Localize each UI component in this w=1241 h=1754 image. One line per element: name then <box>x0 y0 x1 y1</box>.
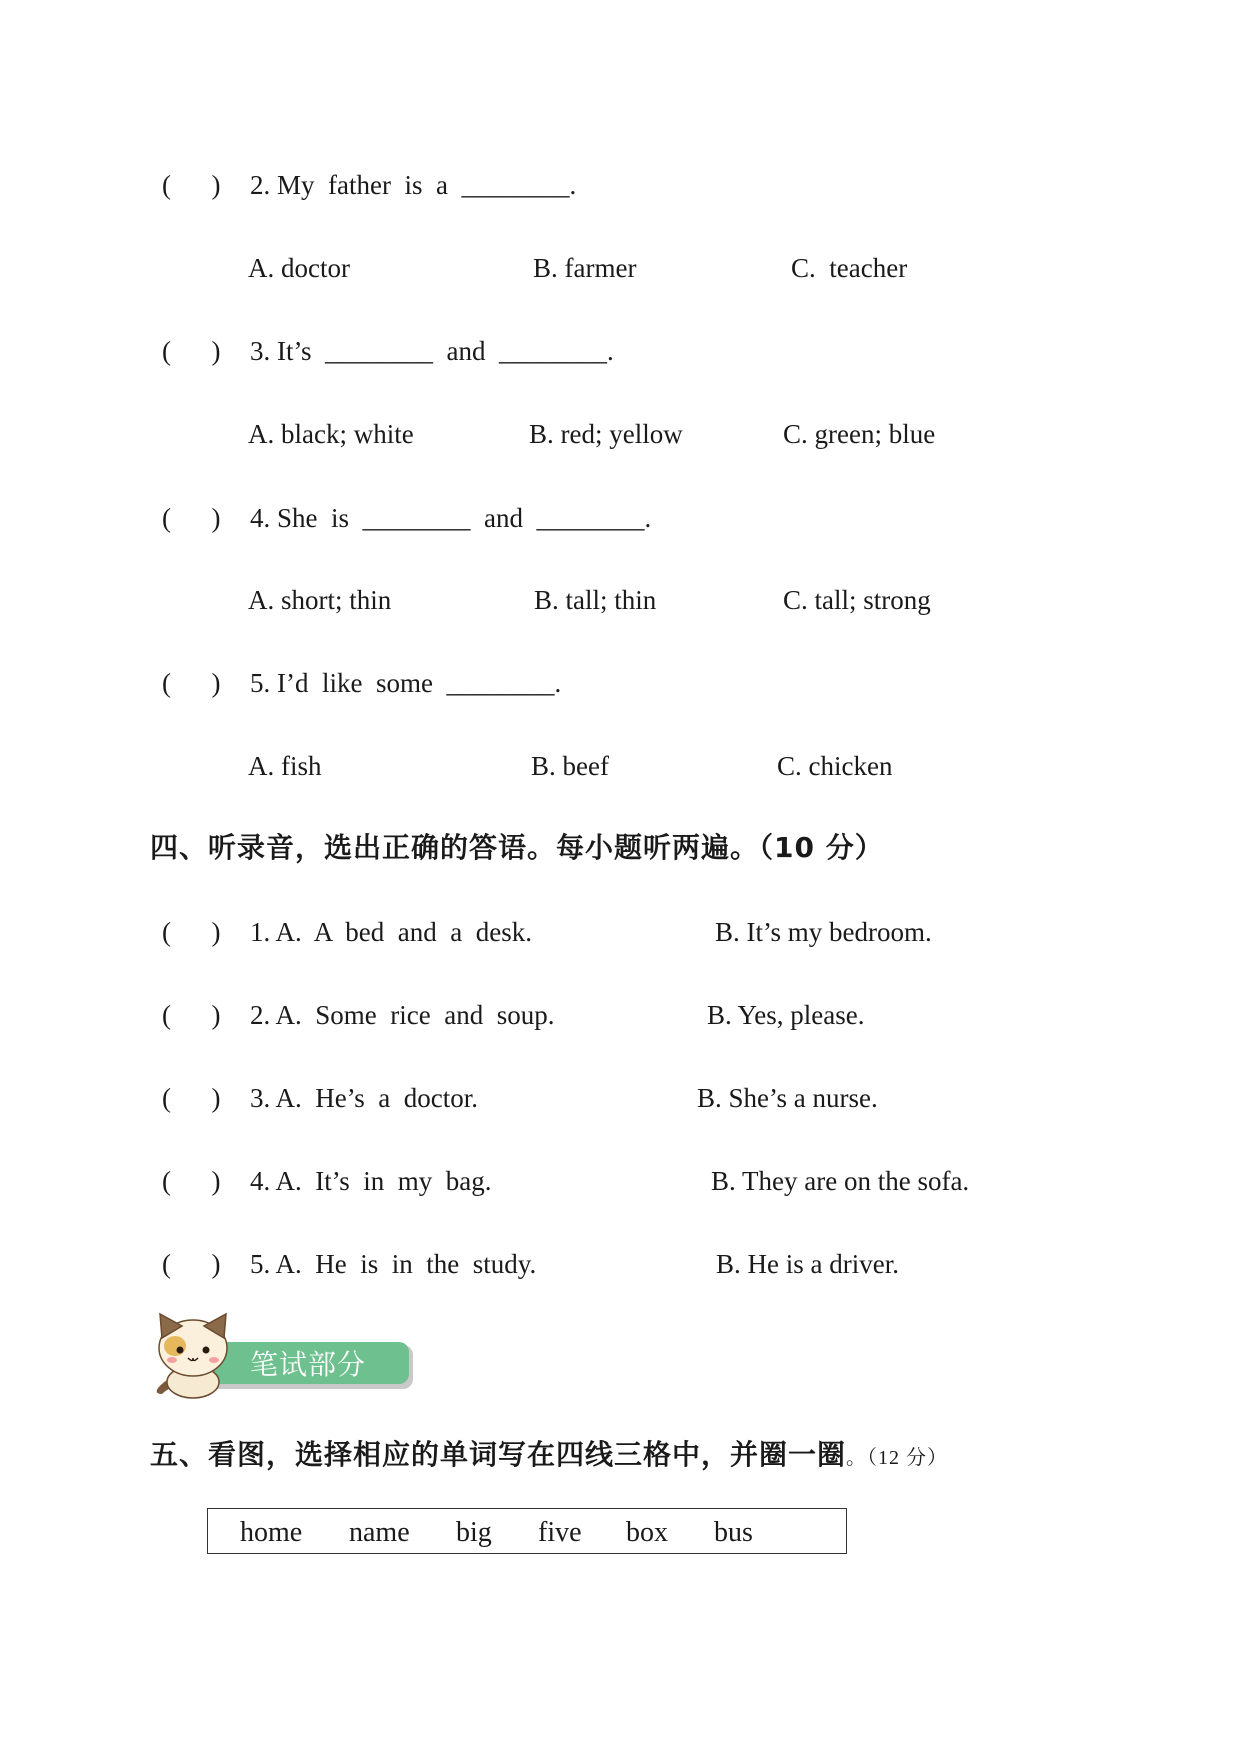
option-c: C. tall; strong <box>783 585 931 615</box>
answer-paren[interactable]: ( ) <box>162 917 221 947</box>
word-bank-item: box <box>626 1517 668 1548</box>
written-part-banner <box>148 1310 418 1405</box>
word-bank-item: big <box>456 1517 492 1548</box>
option-b: B. tall; thin <box>534 585 657 615</box>
answer-paren[interactable]: ( ) <box>162 1000 221 1030</box>
option-a: A. short; thin <box>248 585 392 615</box>
question-number: 5. <box>250 1249 271 1279</box>
section-5-title <box>150 1438 949 1471</box>
answer-paren[interactable]: ( ) <box>162 336 221 366</box>
word-bank-item: five <box>538 1517 582 1548</box>
answer-paren[interactable]: ( ) <box>162 1249 221 1279</box>
banner-label: 笔试部分 <box>250 1348 367 1381</box>
word-bank <box>207 1508 847 1554</box>
question-stem: I’d like some ________. <box>277 668 562 698</box>
option-b: B. red; yellow <box>529 419 683 449</box>
answer-paren[interactable]: ( ) <box>162 1083 221 1113</box>
question-number: 5. <box>250 668 271 698</box>
listening-item-5 <box>162 1251 536 1278</box>
choice-b: B. He is a driver. <box>716 1249 899 1279</box>
listening-item-1 <box>162 919 532 946</box>
listening-item-3 <box>162 1085 478 1112</box>
option-b: B. farmer <box>533 253 637 283</box>
choice-b: B. She’s a nurse. <box>697 1083 878 1113</box>
question-number: 3. <box>250 336 271 366</box>
word-bank-item: home <box>240 1517 303 1548</box>
question-number: 3. <box>250 1083 271 1113</box>
question-number: 2. <box>250 1000 271 1030</box>
word-bank-item: name <box>349 1517 410 1548</box>
choice-b: B. Yes, please. <box>707 1000 865 1030</box>
section-4-title: 四、听录音，选出正确的答语。每小题听两遍。（10 分） <box>150 831 884 864</box>
option-c: C. chicken <box>777 751 893 781</box>
question-2 <box>162 172 576 199</box>
question-4 <box>162 505 651 532</box>
answer-paren[interactable]: ( ) <box>162 668 221 698</box>
option-c: C. green; blue <box>783 419 936 449</box>
question-number: 2. <box>250 170 271 200</box>
option-b: B. beef <box>531 751 609 781</box>
question-5 <box>162 670 561 697</box>
answer-paren[interactable]: ( ) <box>162 503 221 533</box>
question-stem: She is ________ and ________. <box>277 503 652 533</box>
word-bank-item: bus <box>714 1517 753 1548</box>
option-c: C. teacher <box>791 253 908 283</box>
option-a: A. black; white <box>248 419 414 449</box>
choice-a: A. It’s in my bag. <box>275 1166 492 1196</box>
answer-paren[interactable]: ( ) <box>162 170 221 200</box>
question-stem: It’s ________ and ________. <box>277 336 614 366</box>
option-a: A. fish <box>248 751 322 781</box>
choice-a: A. He’s a doctor. <box>275 1083 478 1113</box>
choice-b: B. They are on the sofa. <box>711 1166 970 1196</box>
section-5-score: 。（12 分） <box>846 1447 949 1469</box>
choice-a: A. Some rice and soup. <box>275 1000 555 1030</box>
question-number: 4. <box>250 1166 271 1196</box>
option-a: A. doctor <box>248 253 350 283</box>
question-stem: My father is a ________. <box>277 170 577 200</box>
choice-a: A. He is in the study. <box>275 1249 537 1279</box>
choice-a: A. A bed and a desk. <box>275 917 532 947</box>
answer-paren[interactable]: ( ) <box>162 1166 221 1196</box>
question-number: 1. <box>250 917 271 947</box>
listening-item-2 <box>162 1002 554 1029</box>
question-3 <box>162 338 614 365</box>
section-5-title-text: 五、看图，选择相应的单词写在四线三格中，并圈一圈 <box>150 1438 847 1471</box>
question-number: 4. <box>250 503 271 533</box>
choice-b: B. It’s my bedroom. <box>715 917 932 947</box>
listening-item-4 <box>162 1168 492 1195</box>
